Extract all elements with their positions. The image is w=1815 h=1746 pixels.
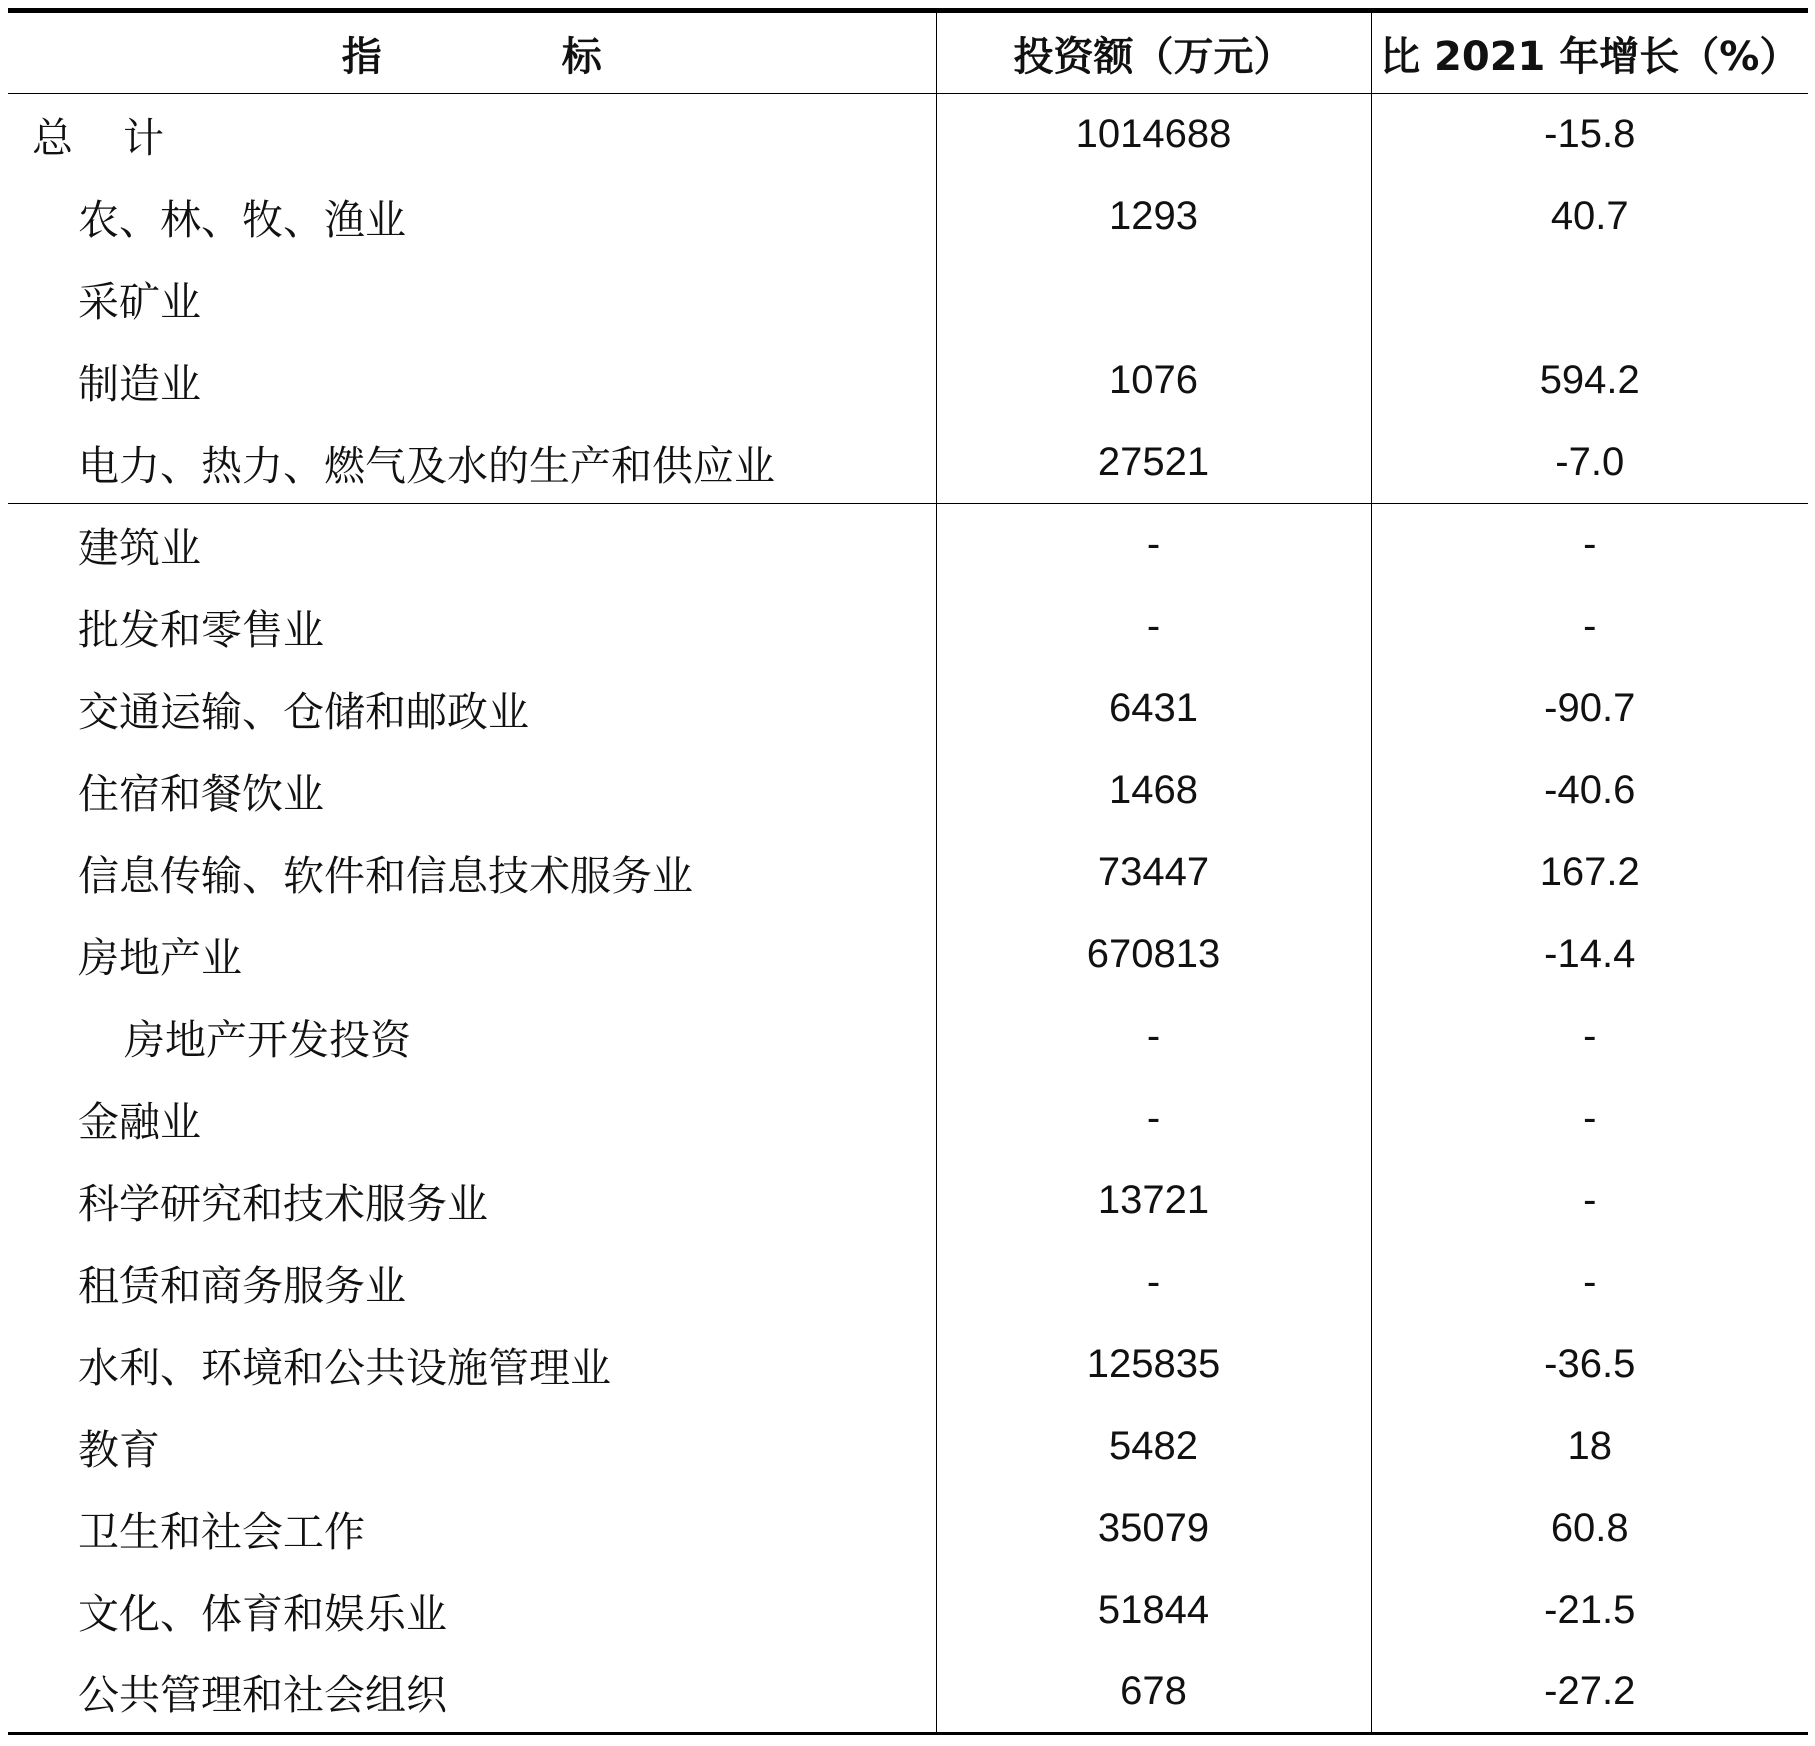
row-label: 水利、环境和公共设施管理业 bbox=[78, 1344, 611, 1392]
table-header bbox=[8, 11, 1808, 94]
row-growth bbox=[1371, 258, 1808, 340]
table-row bbox=[8, 1160, 1808, 1242]
table-row bbox=[8, 832, 1808, 914]
table-row bbox=[8, 1406, 1808, 1488]
row-growth: - bbox=[1371, 504, 1808, 586]
row-investment: 13721 bbox=[936, 1160, 1371, 1242]
total-investment: 1014688 bbox=[936, 94, 1371, 176]
statistics-table-wrapper bbox=[8, 8, 1808, 1735]
row-label: 租赁和商务服务业 bbox=[78, 1262, 406, 1310]
header-row bbox=[8, 11, 1808, 94]
table-row bbox=[8, 668, 1808, 750]
table-row bbox=[8, 914, 1808, 996]
total-label-char-2: 计 bbox=[123, 114, 164, 163]
row-growth: - bbox=[1371, 996, 1808, 1078]
row-growth: - bbox=[1371, 1078, 1808, 1160]
indicator-header-char-2: 标 bbox=[561, 33, 602, 80]
row-label: 教育 bbox=[78, 1426, 160, 1474]
row-growth: 18 bbox=[1371, 1406, 1808, 1488]
row-growth: - bbox=[1371, 586, 1808, 668]
table-row bbox=[8, 1078, 1808, 1160]
investment-by-industry-table bbox=[8, 8, 1808, 1735]
table-row bbox=[8, 586, 1808, 668]
row-investment: 27521 bbox=[936, 422, 1371, 504]
row-investment: - bbox=[936, 1078, 1371, 1160]
row-investment: 35079 bbox=[936, 1488, 1371, 1570]
row-growth: 40.7 bbox=[1371, 176, 1808, 258]
table-row bbox=[8, 750, 1808, 832]
row-investment: 73447 bbox=[936, 832, 1371, 914]
row-label: 房地产业 bbox=[78, 934, 242, 982]
row-investment bbox=[936, 258, 1371, 340]
row-growth: -27.2 bbox=[1371, 1652, 1808, 1734]
investment-column-header: 投资额（万元） bbox=[936, 11, 1371, 94]
total-growth: -15.8 bbox=[1371, 94, 1808, 176]
total-label-char-1: 总 bbox=[32, 114, 73, 163]
row-growth: 594.2 bbox=[1371, 340, 1808, 422]
row-label: 建筑业 bbox=[8, 504, 936, 586]
row-label: 采矿业 bbox=[78, 278, 201, 326]
row-investment: - bbox=[936, 504, 1371, 586]
row-investment: 678 bbox=[936, 1652, 1371, 1734]
table-body bbox=[8, 94, 1808, 1734]
table-row bbox=[8, 1488, 1808, 1570]
total-row bbox=[8, 94, 1808, 176]
row-label: 科学研究和技术服务业 bbox=[78, 1180, 488, 1228]
row-growth: -21.5 bbox=[1371, 1570, 1808, 1652]
row-investment: 5482 bbox=[936, 1406, 1371, 1488]
row-label: 卫生和社会工作 bbox=[78, 1508, 365, 1556]
table-row bbox=[8, 1652, 1808, 1734]
row-label: 交通运输、仓储和邮政业 bbox=[78, 688, 529, 736]
row-investment: 1293 bbox=[936, 176, 1371, 258]
row-investment: 51844 bbox=[936, 1570, 1371, 1652]
row-growth: - bbox=[1371, 1160, 1808, 1242]
row-label: 文化、体育和娱乐业 bbox=[78, 1590, 447, 1638]
table-row bbox=[8, 1324, 1808, 1406]
row-label: 房地产开发投资 bbox=[124, 1016, 411, 1064]
row-label: 制造业 bbox=[78, 360, 201, 408]
row-investment: - bbox=[936, 586, 1371, 668]
row-investment: 1076 bbox=[936, 340, 1371, 422]
indicator-column-header bbox=[8, 11, 936, 94]
row-label: 农、林、牧、渔业 bbox=[78, 196, 406, 244]
row-growth: -90.7 bbox=[1371, 668, 1808, 750]
row-growth: 60.8 bbox=[1371, 1488, 1808, 1570]
growth-column-header: 比 2021 年增长（%） bbox=[1371, 11, 1808, 94]
row-label: 批发和零售业 bbox=[78, 606, 324, 654]
row-investment: 125835 bbox=[936, 1324, 1371, 1406]
row-growth: -14.4 bbox=[1371, 914, 1808, 996]
row-label: 信息传输、软件和信息技术服务业 bbox=[78, 852, 693, 900]
row-investment: - bbox=[936, 1242, 1371, 1324]
table-row bbox=[8, 340, 1808, 422]
row-investment: 1468 bbox=[936, 750, 1371, 832]
row-investment: 6431 bbox=[936, 668, 1371, 750]
row-growth: -40.6 bbox=[1371, 750, 1808, 832]
indicator-header-char-1: 指 bbox=[341, 33, 382, 80]
table-row bbox=[8, 258, 1808, 340]
table-row bbox=[8, 176, 1808, 258]
row-investment: 670813 bbox=[936, 914, 1371, 996]
table-row bbox=[8, 1242, 1808, 1324]
row-investment: - bbox=[936, 996, 1371, 1078]
row-label: 金融业 bbox=[78, 1098, 201, 1146]
row-label: 公共管理和社会组织 bbox=[8, 1652, 936, 1734]
row-growth: -7.0 bbox=[1371, 422, 1808, 504]
table-row bbox=[8, 422, 1808, 504]
table-row bbox=[8, 1570, 1808, 1652]
row-label: 电力、热力、燃气及水的生产和供应业 bbox=[78, 441, 775, 490]
table-row bbox=[8, 996, 1808, 1078]
row-label: 住宿和餐饮业 bbox=[78, 770, 324, 818]
total-label bbox=[8, 94, 936, 176]
table-row bbox=[8, 504, 1808, 586]
row-growth: - bbox=[1371, 1242, 1808, 1324]
row-growth: -36.5 bbox=[1371, 1324, 1808, 1406]
row-growth: 167.2 bbox=[1371, 832, 1808, 914]
